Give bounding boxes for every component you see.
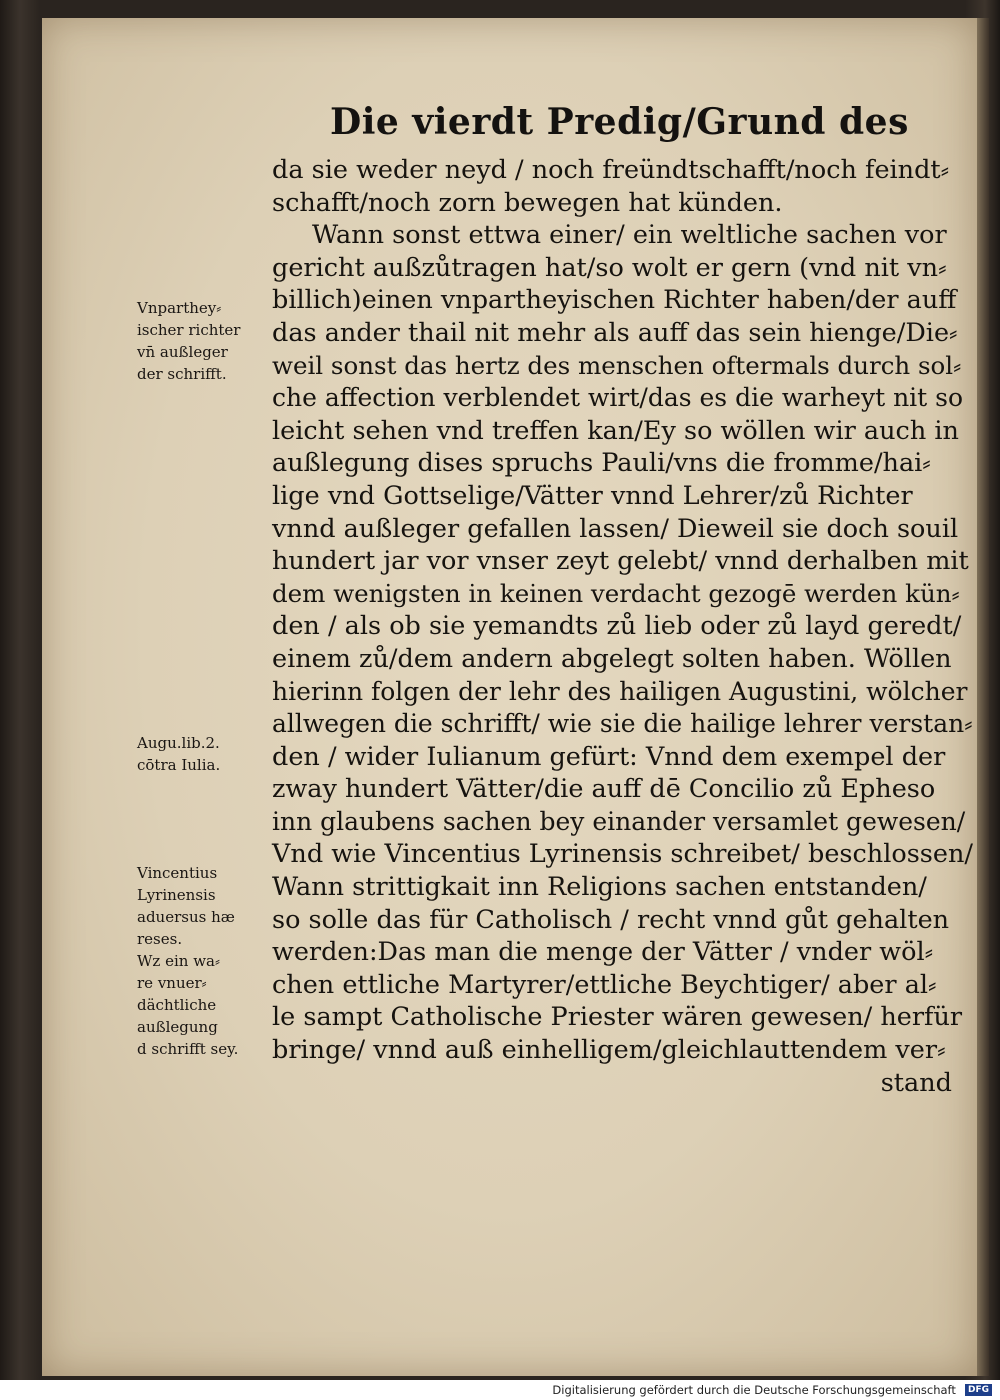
text-line: allwegen die schrifft/ wie sie die hailige lehrer verstan⸗ xyxy=(272,709,973,739)
footer-bar xyxy=(0,1380,1000,1400)
margin-note-line: ischer richter xyxy=(137,321,241,339)
text-line: gericht außzůtragen hat/so wolt er gern (vnd nit vn⸗ xyxy=(272,252,947,283)
text-line: da sie weder neyd / noch freündtschafft/noch feindt⸗ xyxy=(272,155,950,185)
text-line: das ander thail nit mehr als auff das sein hienge/Die⸗ xyxy=(272,317,958,348)
text-line: so solle das für Catholisch / recht vnnd gůt gehalten xyxy=(272,904,950,935)
text-line: billich)einen vnpartheyischen Richter haben/der auff xyxy=(272,285,957,316)
margin-note-line: Wz ein wa⸗ xyxy=(137,952,220,970)
text-line: den / als ob sie yemandts zů lieb oder zů layd geredt/ xyxy=(272,611,962,642)
text-line: dem wenigsten in keinen verdacht gezogē werden kün⸗ xyxy=(272,578,960,608)
margin-note-line: der schrifft. xyxy=(137,365,227,383)
text-line: hierinn folgen der lehr des hailigen Augustini, wölcher xyxy=(272,676,968,706)
margin-note-line: Vincentius xyxy=(137,864,218,882)
text-line: bringe/ vnnd auß einhelligem/gleichlauttendem ver⸗ xyxy=(272,1035,946,1066)
margin-note-augustine xyxy=(137,732,277,776)
margin-note-line: Lyrinensis xyxy=(137,886,216,904)
body-text xyxy=(272,154,972,1099)
dfg-logo-icon: DFG xyxy=(965,1384,992,1396)
margin-note-line: re vnuer⸗ xyxy=(137,974,207,992)
catchword: stand xyxy=(880,1067,952,1098)
margin-note-line: außlegung xyxy=(137,1018,218,1036)
text-line: hundert jar vor vnser zeyt gelebt/ vnnd derhalben mit xyxy=(272,546,969,577)
text-line: vnnd außleger gefallen lassen/ Dieweil sie doch souil xyxy=(272,513,959,544)
margin-note-line: vn̄ außleger xyxy=(137,343,228,361)
text-line: werden:Das man die menge der Vätter / vnder wöl⸗ xyxy=(272,937,934,968)
text-line: schafft/noch zorn bewegen hat künden. xyxy=(272,187,783,218)
text-line: einem zů/dem andern abgelegt solten haben. Wöllen xyxy=(272,643,952,674)
margin-note-line: Augu.lib.2. xyxy=(137,734,220,752)
text-line: inn glaubens sachen bey einander versamlet gewesen/ xyxy=(272,806,966,836)
text-line: außlegung dises spruchs Pauli/vns die fromme/hai⸗ xyxy=(272,448,931,479)
margin-note-line: dächtliche xyxy=(137,996,217,1014)
page-fold-edge xyxy=(975,18,989,1376)
margin-note-line: aduersus hæ xyxy=(137,908,235,926)
margin-note-line: d schrifft sey. xyxy=(137,1040,239,1058)
text-line: zway hundert Vätter/die auff dē Concilio zů Epheso xyxy=(272,774,936,805)
text-line: Wann strittigkait inn Religions sachen entstanden/ xyxy=(272,872,927,903)
text-line: lige vnd Gottselige/Vätter vnnd Lehrer/zů Richter xyxy=(272,480,913,511)
margin-note-impartial-judge xyxy=(137,297,277,385)
running-headline: Die vierdt Predig/Grund des xyxy=(330,101,909,143)
margin-note-line: cōtra Iulia. xyxy=(137,756,221,774)
margin-note-line: Vnparthey⸗ xyxy=(137,299,222,317)
margin-note-line: reses. xyxy=(137,930,183,948)
funding-credit: Digitalisierung gefördert durch die Deutsche Forschungsgemeinschaft xyxy=(552,1383,956,1397)
text-line: leicht sehen vnd treffen kan/Ey so wöllen wir auch in xyxy=(272,415,959,446)
margin-note-vincentius xyxy=(137,862,277,1060)
text-line: le sampt Catholische Priester wären gewesen/ herfür xyxy=(272,1002,963,1033)
text-line: che affection verblendet wirt/das es die warheyt nit so xyxy=(272,383,964,413)
text-line: den / wider Iulianum gefürt: Vnnd dem exempel der xyxy=(272,741,946,772)
text-line: chen ettliche Martyrer/ettliche Beychtiger/ aber al⸗ xyxy=(272,969,937,1000)
text-line: Wann sonst ettwa einer/ ein weltliche sachen vor xyxy=(312,220,947,251)
text-line: weil sonst das hertz des menschen oftermals durch sol⸗ xyxy=(272,350,962,380)
text-line: Vnd wie Vincentius Lyrinensis schreibet/ beschlossen/ xyxy=(272,839,973,870)
